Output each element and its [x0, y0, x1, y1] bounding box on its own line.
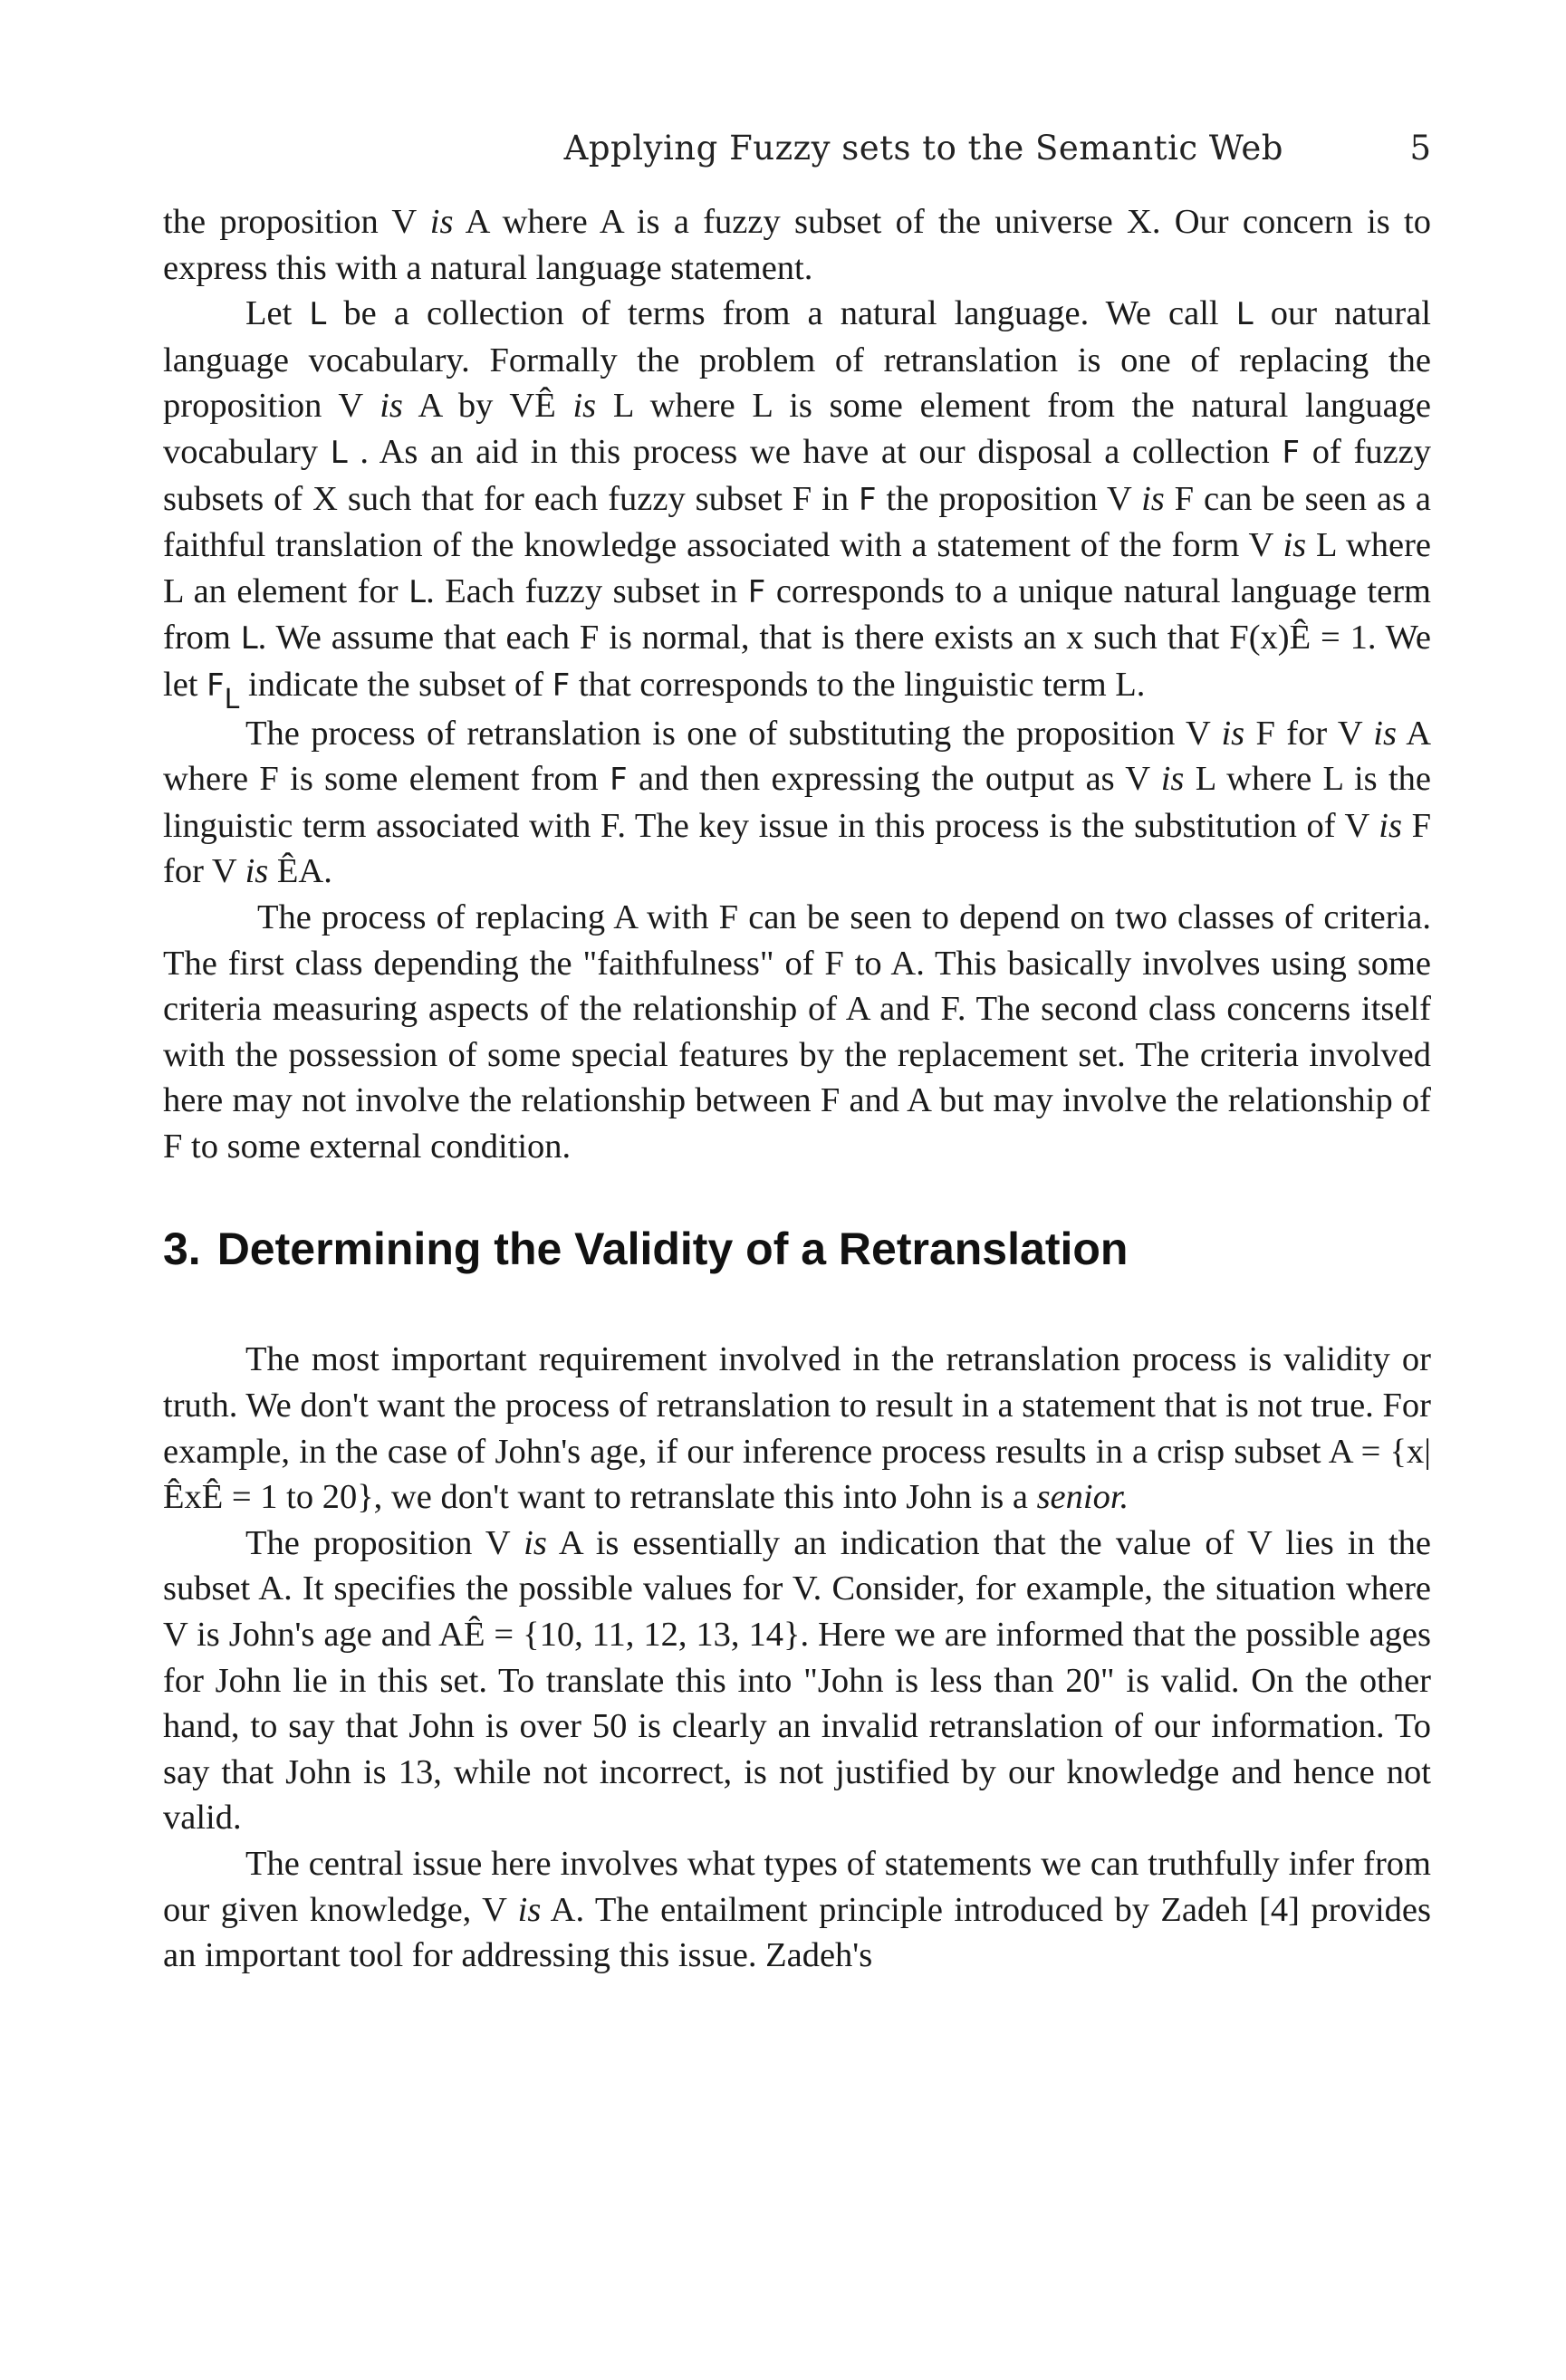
p3-t2: F for V — [1244, 714, 1374, 753]
paragraph-6 — [163, 1521, 1431, 1841]
is-italic: is — [1141, 479, 1165, 518]
p2-t11: . Each fuzzy subset in — [426, 571, 748, 610]
section-number: 3. — [163, 1224, 201, 1275]
is-italic: is — [1283, 526, 1307, 565]
p2-t6: . As an aid in this process we have at our disposal a collection — [347, 432, 1283, 471]
page-number: 5 — [1409, 129, 1431, 168]
p2-t7: of fuzzy subsets of X such that for each fuzzy subset F in — [163, 432, 1431, 518]
is-italic: is — [1373, 714, 1397, 753]
body-text — [163, 199, 1431, 1979]
p3-t4: and then expressing the output as V — [627, 760, 1161, 799]
paragraph-5 — [163, 1337, 1431, 1520]
p6-t1: The proposition V — [245, 1523, 524, 1562]
symbol-L: L — [408, 573, 427, 610]
p2-t15: that corresponds to the linguistic term L. — [570, 665, 1146, 704]
p7-t2: A. The entailment principle introduced by Zadeh [4] provides an important tool for addressing this issue. Zadeh's — [163, 1890, 1431, 1975]
senior-italic: senior. — [1036, 1478, 1129, 1517]
symbol-L: L — [1235, 296, 1254, 333]
subscript-L: L — [224, 683, 240, 715]
p2-t2: be a collection of terms from a natural language. We call — [326, 294, 1236, 333]
section-heading — [163, 1222, 1431, 1276]
p3-t7: ÊA. — [268, 852, 332, 891]
p3-t3: A where F is some element from — [163, 714, 1431, 799]
paragraph-7 — [163, 1841, 1431, 1979]
is-italic: is — [572, 387, 597, 426]
p5-t1: The most important requirement involved in the retranslation process is validity or truth. We don't want the process of retranslation to result in a statement that is not true. For example, in the case of John's age, if our inference process results in a crisp subset A = {x|ÊxÊ = 1 to 20}, we don't want to retranslate this into John is a — [163, 1340, 1431, 1517]
p6-t2: A is essentially an indication that the value of V lies in the subset A. It specifies the possible values for V. Consider, for example, the situation where V is John's age and AÊ = {10, 11, 12, 13, 14}. Here we are informed that the possible ages for John lie in this set. To translate this into "John is less than 20" is valid. On the other hand, to say that John is over 50 is clearly an invalid retranslation of our information. To say that John is 13, while not incorrect, is not justified by our knowledge and hence not valid. — [163, 1523, 1431, 1838]
is-italic: is — [517, 1890, 542, 1929]
p3-t5: L where L is the linguistic term associated with F. The key issue in this process is the substitution of V — [163, 760, 1431, 845]
p1-t1: the proposition V — [163, 203, 430, 241]
p7-t1: The central issue here involves what types of statements we can truthfully infer from our given knowledge, V — [163, 1845, 1431, 1929]
running-head-title: Applying Fuzzy sets to the Semantic Web — [563, 129, 1283, 168]
p3-t6: F for V — [163, 806, 1431, 891]
symbol-L: L — [309, 296, 327, 333]
symbol-F: F — [747, 573, 766, 610]
running-head — [163, 129, 1431, 183]
symbol-F: F — [552, 667, 571, 704]
is-italic: is — [1379, 806, 1402, 845]
paragraph-1 — [163, 199, 1431, 291]
p2-t13: . We assume that each F is normal, that is there exists an x such that F(x)Ê = 1. We let — [163, 619, 1431, 704]
p1-t2: A where A is a fuzzy subset of the universe X. Our concern is to express this with a natural language statement. — [163, 203, 1431, 287]
p2-t9: F can be seen as a faithful translation of the knowledge associated with a statement of the form V — [163, 479, 1432, 565]
symbol-L: L — [330, 434, 348, 471]
is-italic: is — [245, 852, 269, 891]
p2-t14: indicate the subset of — [239, 665, 552, 704]
p2-t4: A by VÊ — [402, 387, 573, 426]
symbol-F: F — [610, 762, 628, 799]
is-italic: is — [429, 203, 454, 241]
p2-t3: our natural language vocabulary. Formally the problem of retranslation is one of replacing the proposition V — [163, 294, 1431, 426]
symbol-F: F — [859, 481, 877, 518]
is-italic: is — [1160, 760, 1185, 799]
paragraph-2 — [163, 291, 1432, 715]
p2-t10: L where L an element for — [163, 526, 1431, 610]
symbol-F-L: F — [207, 667, 225, 704]
p2-t5: L where L is some element from the natural language vocabulary — [163, 387, 1431, 471]
p2-t12: corresponds to a unique natural language term from — [163, 571, 1431, 657]
paragraph-3 — [163, 711, 1431, 895]
is-italic: is — [1221, 714, 1245, 753]
section-title: Determining the Validity of a Retranslation — [216, 1224, 1129, 1275]
paragraph-4: The process of replacing A with F can be seen to depend on two classes of criteria. The first class depending the "faithfulness" of F to A. This basically involves using some criteria measuring aspects of the relationship of A and F. The second class concerns itself with the possession of some special features by the replacement set. The criteria involved here may not involve the relationship between F and A but may involve the relationship of F to some external condition. — [163, 897, 1431, 1166]
is-italic: is — [524, 1523, 547, 1562]
is-italic: is — [379, 387, 403, 426]
symbol-L: L — [240, 620, 258, 657]
p2-t1: Let — [245, 294, 310, 333]
p3-t1: The process of retranslation is one of substituting the proposition V — [245, 714, 1222, 753]
p2-t8: the proposition V — [876, 479, 1142, 518]
symbol-F: F — [1282, 434, 1301, 471]
